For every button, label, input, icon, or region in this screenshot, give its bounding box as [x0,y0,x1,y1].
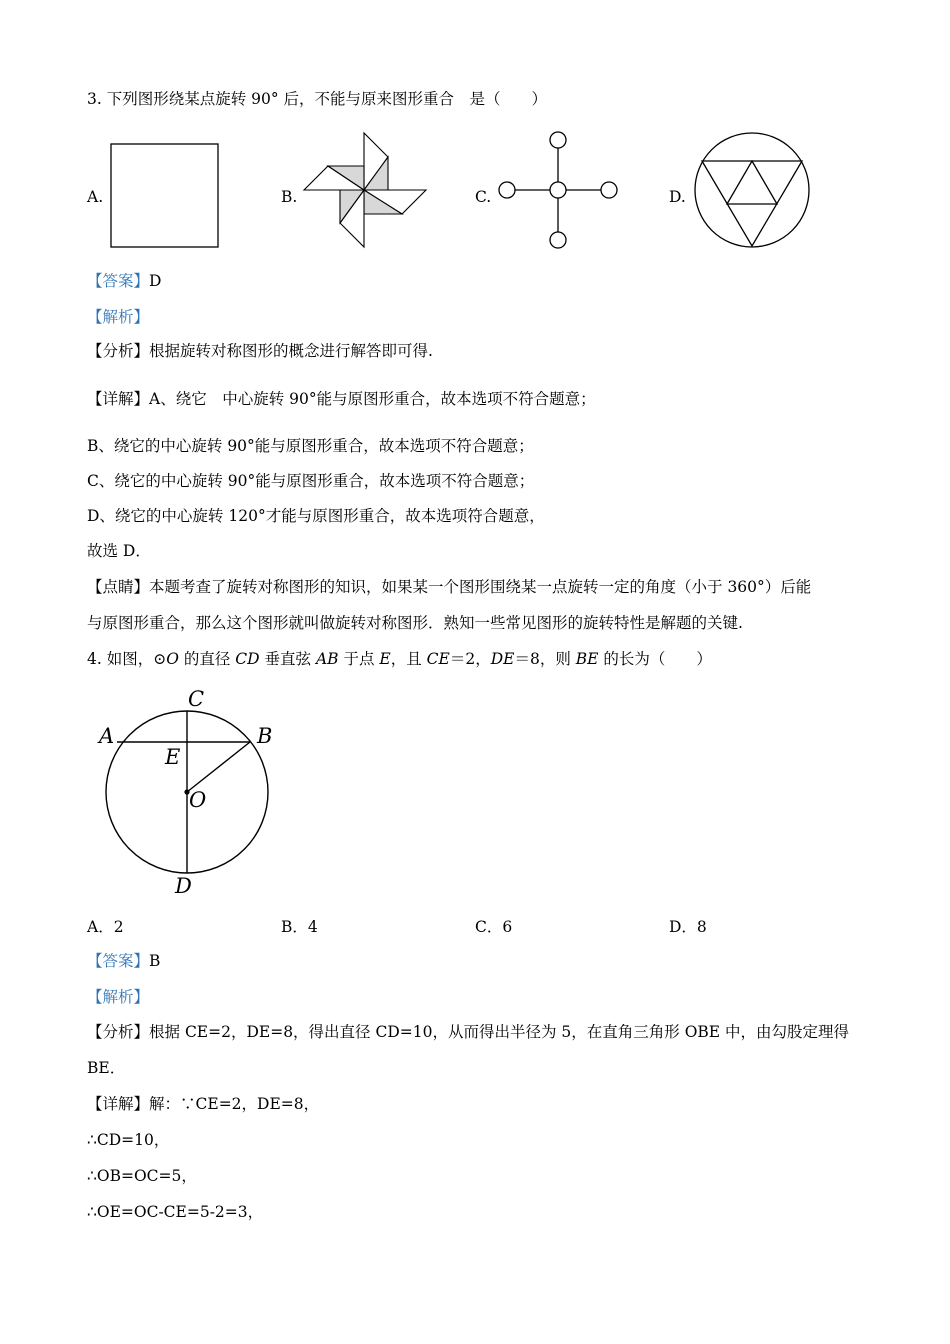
q3-option-a-label: A. [87,188,104,206]
q4-answer: 【答案】B [87,952,161,970]
q4-detail-line: 【详解】解：∵CE=2，DE=8， [87,1095,320,1113]
label-c: C [188,687,205,711]
radius-ob [187,742,250,792]
q3-answer: 【答案】D [87,272,162,290]
q4-option-d: D．8 [669,918,707,936]
q3-analysis-heading: 【解析】 [87,308,150,326]
q3-stem: 3. 下列图形绕某点旋转 90° 后，不能与原来图形重合 是（ ） [87,90,548,108]
q4-detail-line: ∴OE=OC-CE=5-2=3， [87,1203,264,1221]
q3-option-d-label: D. [669,188,686,206]
q4-stem: 4. 如图，⊙O 的直径 CD 垂直弦 AB 于点 E，且 CE＝2，DE＝8，则 BE 的长为（ ） [87,650,712,668]
q3-detail-line: B、绕它的中心旋转 90°能与原图形重合，故本选项不符合题意； [87,437,534,455]
q4-option-b: B．4 [281,918,318,936]
q3-detail-line: C、绕它的中心旋转 90°能与原图形重合，故本选项不符合题意； [87,472,535,490]
q4-fenxi-cont: BE． [87,1059,126,1077]
q3-comment-cont: 与原图形重合，那么这个图形就叫做旋转对称图形．熟知一些常见图形的旋转特性是解题的关键. [87,614,743,632]
q4-fenxi: 【分析】根据 CE=2，DE=8，得出直径 CD=10，从而得出半径为 5，在直角三角形 OBE 中，由勾股定理得 [87,1023,850,1041]
q3-figure-pinwheel [302,130,432,250]
q4-option-a: A．2 [87,918,124,936]
q3-figure-square [110,143,220,249]
label-e: E [165,745,181,769]
q4-detail-line: ∴CD=10， [87,1131,170,1149]
label-b: B [257,724,273,748]
q4-detail-line: ∴OB=OC=5， [87,1167,197,1185]
q3-detail-line: D、绕它的中心旋转 120°才能与原图形重合，故本选项符合题意， [87,507,545,525]
label-d: D [175,874,192,898]
q3-fenxi: 【分析】根据旋转对称图形的概念进行解答即可得. [87,342,433,360]
q3-figure-cross-circles [496,130,620,250]
q3-comment: 【点睛】本题考查了旋转对称图形的知识，如果某一个图形围绕某一点旋转一定的角度（小于 360°）后能 [87,578,812,596]
q3-detail-line: 【详解】A、绕它 中心旋转 90°能与原图形重合，故本选项不符合题意； [87,390,596,408]
q4-analysis-heading: 【解析】 [87,988,150,1006]
q3-option-c-label: C. [475,188,492,206]
q3-option-b-label: B. [281,188,298,206]
q3-figure-circle-triangles [692,132,814,250]
q3-detail-line: 故选 D． [87,542,151,560]
label-o: O [189,788,207,812]
q4-option-c: C．6 [475,918,513,936]
q4-circle-figure [95,682,295,897]
label-a: A [99,724,115,748]
